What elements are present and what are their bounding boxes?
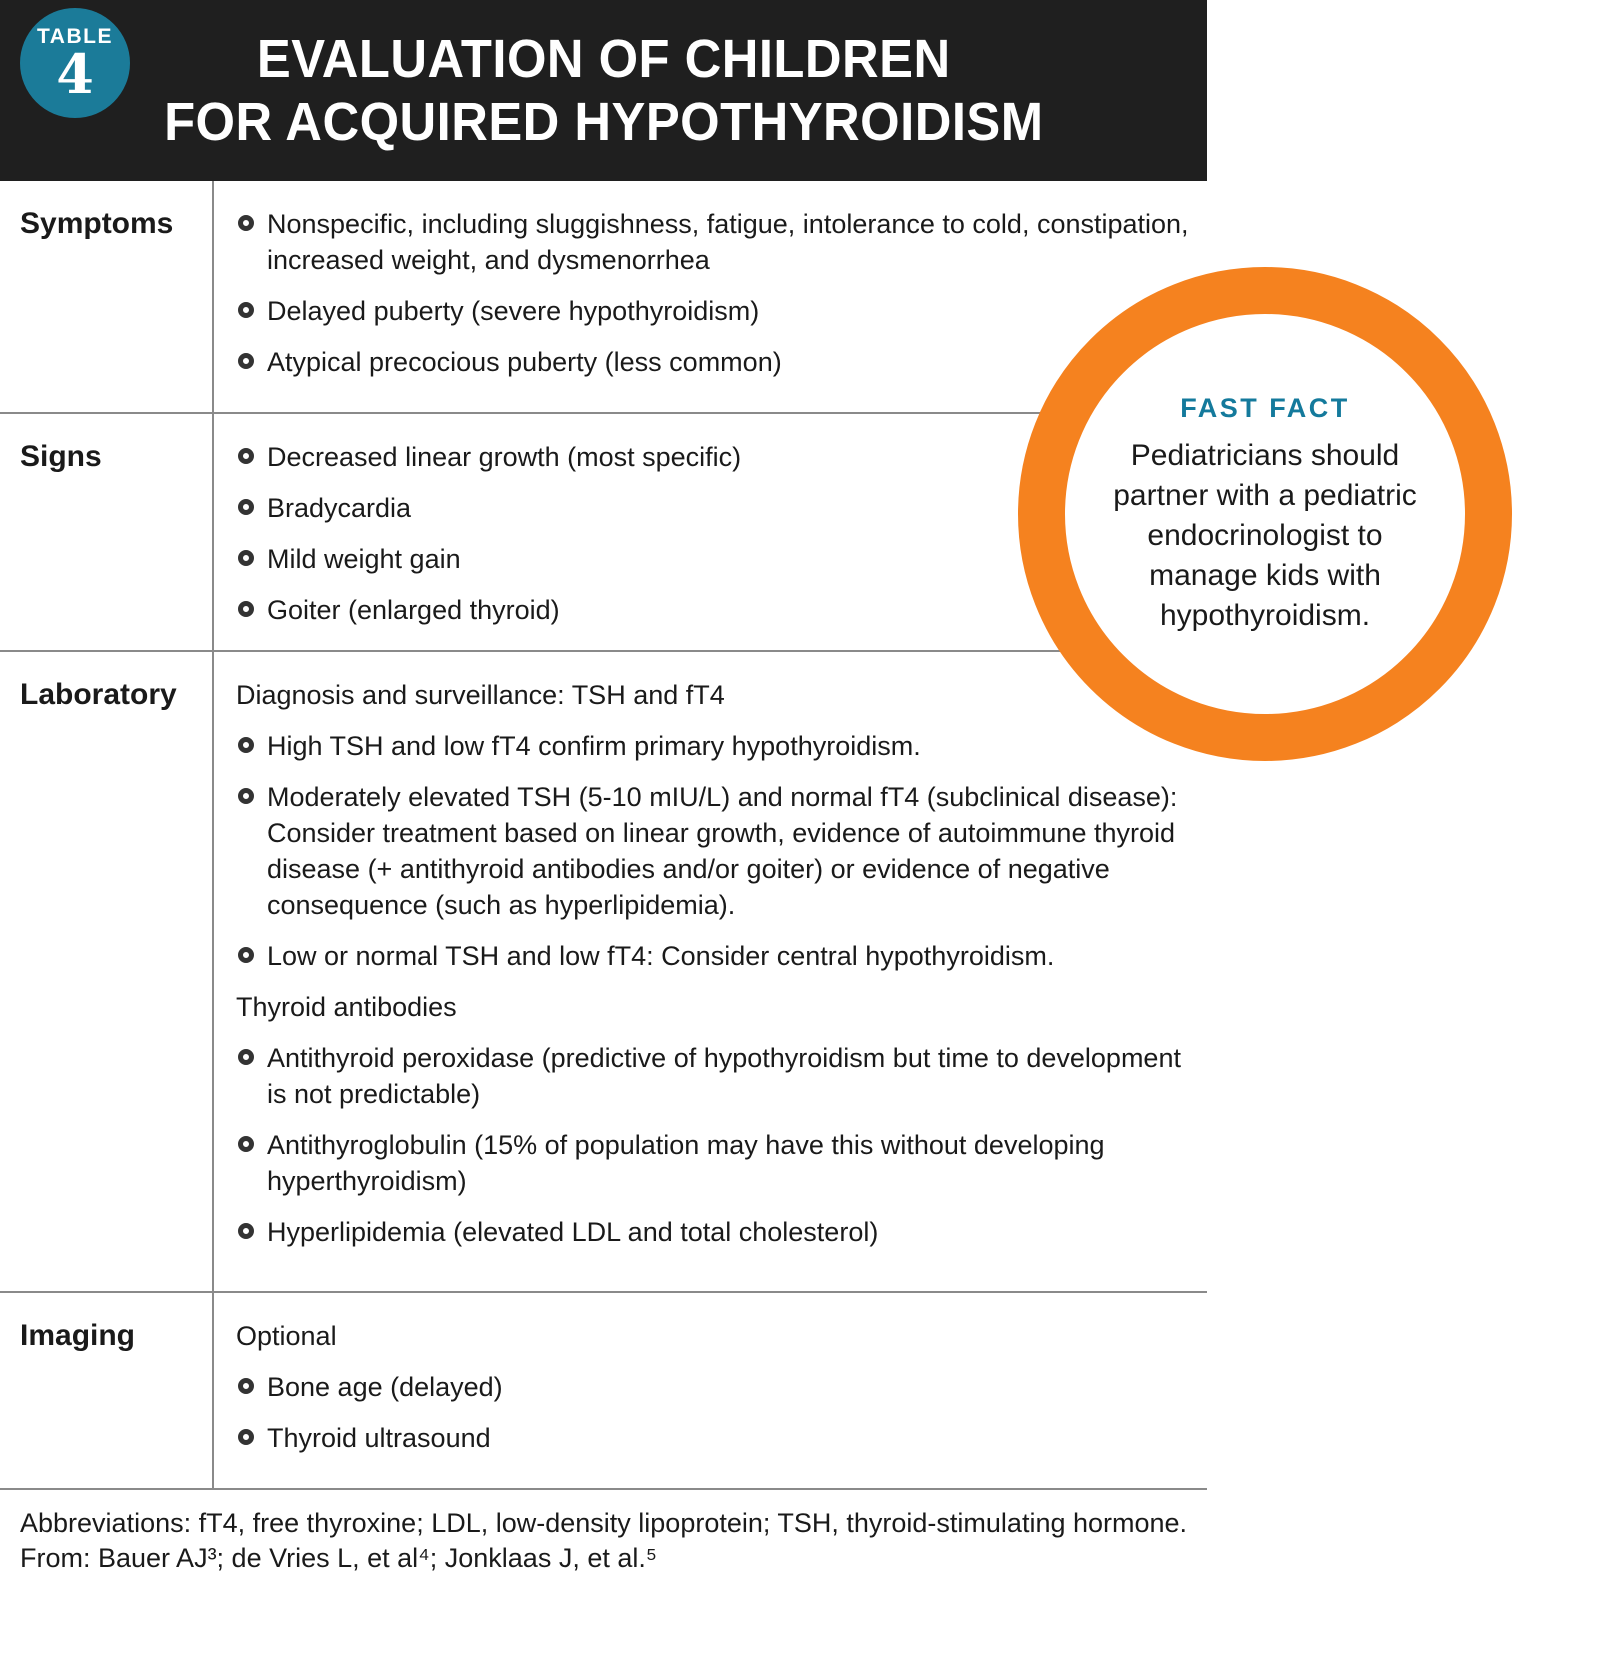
table-number-badge xyxy=(20,8,130,118)
bullet-ring-icon xyxy=(238,601,254,617)
bullet-item xyxy=(236,1127,1199,1199)
badge-label: TABLE xyxy=(37,25,113,48)
bullet-ring-icon xyxy=(238,1223,254,1239)
item-text: Moderately elevated TSH (5-10 mIU/L) and normal fT4 (subclinical disease): Consider treatment based on linear growth, evidence of autoimmune thyroid disease (+ antithyroid antibodies and/or goiter) or evidence of negative consequence (such as hyperlipidemia). xyxy=(267,782,1178,920)
bullet-item xyxy=(236,1369,1199,1405)
item-text: Bone age (delayed) xyxy=(267,1372,503,1402)
bullet-item xyxy=(236,206,1199,278)
row-label-laboratory: Laboratory xyxy=(20,678,177,711)
bullet-ring-icon xyxy=(238,353,254,369)
bullet-ring-icon xyxy=(238,1049,254,1065)
bullet-ring-icon xyxy=(238,302,254,318)
bullet-ring-icon xyxy=(238,1378,254,1394)
bullet-ring-icon xyxy=(238,448,254,464)
bullet-ring-icon xyxy=(238,737,254,753)
item-text: Antithyroid peroxidase (predictive of hypothyroidism but time to development is not predictable) xyxy=(267,1043,1181,1109)
table-footer xyxy=(0,1490,1207,1576)
abbreviations-note: Abbreviations: fT4, free thyroxine; LDL, low-density lipoprotein; TSH, thyroid-stimulating hormone. xyxy=(20,1508,1188,1538)
row-label-imaging: Imaging xyxy=(20,1319,136,1352)
item-text: Atypical precocious puberty (less common) xyxy=(267,347,782,377)
bullet-item xyxy=(236,1214,1199,1250)
row-label-symptoms: Symptoms xyxy=(20,207,174,240)
bullet-ring-icon xyxy=(238,1429,254,1445)
item-text: Decreased linear growth (most specific) xyxy=(267,442,742,472)
bullet-item xyxy=(236,938,1199,974)
item-text: Nonspecific, including sluggishness, fatigue, intolerance to cold, constipation, increased weight, and dysmenorrhea xyxy=(267,209,1189,275)
badge-number: 4 xyxy=(56,42,94,106)
bullet-item xyxy=(236,344,1199,380)
source-note: From: Bauer AJ³; de Vries L, et al⁴; Jonklaas J, et al.⁵ xyxy=(20,1543,658,1573)
table-title xyxy=(164,28,1043,153)
bullet-ring-icon xyxy=(238,947,254,963)
bullet-ring-icon xyxy=(238,499,254,515)
row-content-laboratory xyxy=(212,652,1207,1291)
plain-item xyxy=(236,677,1199,713)
fast-fact-heading: FAST FACT xyxy=(1180,392,1350,423)
row-content-imaging xyxy=(212,1293,1207,1488)
item-text: Hyperlipidemia (elevated LDL and total cholesterol) xyxy=(267,1217,879,1247)
fast-fact-circle xyxy=(1018,267,1512,761)
row-label-signs: Signs xyxy=(20,440,102,473)
item-text: Thyroid ultrasound xyxy=(267,1423,491,1453)
bullet-item xyxy=(236,728,1199,764)
item-text: Mild weight gain xyxy=(267,544,461,574)
table-body xyxy=(0,181,1207,1490)
item-text: Diagnosis and surveillance: TSH and fT4 xyxy=(236,680,725,710)
item-text: Thyroid antibodies xyxy=(236,992,457,1022)
fast-fact-text: Pediatricians should partner with a pediatric endocrinologist to manage kids with hypothyroidism. xyxy=(1113,438,1417,632)
plain-item xyxy=(236,1318,1199,1354)
row-laboratory xyxy=(0,650,1207,1291)
bullet-ring-icon xyxy=(238,1136,254,1152)
table-header xyxy=(0,0,1207,181)
title-line-1: EVALUATION OF CHILDREN xyxy=(256,28,951,89)
item-text: Bradycardia xyxy=(267,493,412,523)
bullet-ring-icon xyxy=(238,215,254,231)
item-text: Optional xyxy=(236,1321,337,1351)
bullet-item xyxy=(236,1040,1199,1112)
item-text: High TSH and low fT4 confirm primary hypothyroidism. xyxy=(267,731,921,761)
row-symptoms xyxy=(0,181,1207,412)
item-text: Goiter (enlarged thyroid) xyxy=(267,595,560,625)
bullet-item xyxy=(236,293,1199,329)
item-text: Antithyroglobulin (15% of population may have this without developing hyperthyroidism) xyxy=(267,1130,1105,1196)
bullet-ring-icon xyxy=(238,788,254,804)
title-line-2: FOR ACQUIRED HYPOTHYROIDISM xyxy=(163,91,1044,152)
bullet-item xyxy=(236,779,1199,923)
bullet-item xyxy=(236,1420,1199,1456)
bullet-ring-icon xyxy=(238,550,254,566)
item-text: Delayed puberty (severe hypothyroidism) xyxy=(267,296,760,326)
row-imaging xyxy=(0,1291,1207,1488)
plain-item xyxy=(236,989,1199,1025)
item-text: Low or normal TSH and low fT4: Consider central hypothyroidism. xyxy=(267,941,1055,971)
